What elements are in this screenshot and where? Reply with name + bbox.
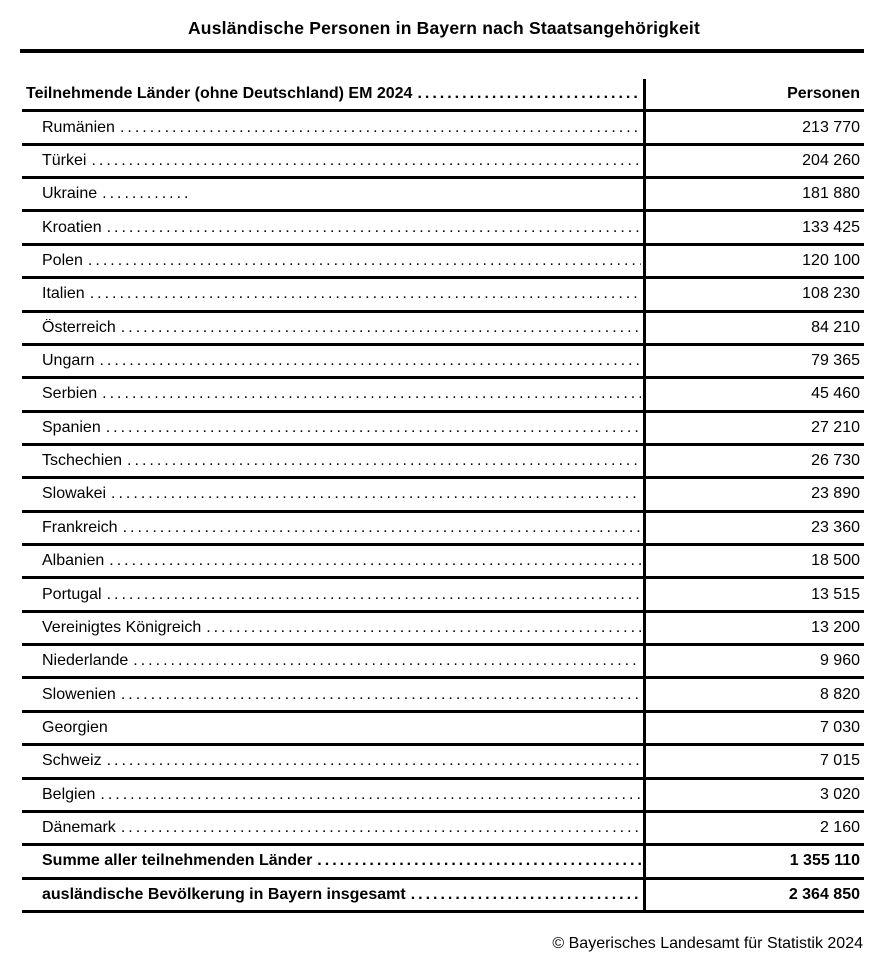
row-value: 79 365 xyxy=(811,352,860,370)
row-label-cell xyxy=(22,346,646,376)
row-value: 204 260 xyxy=(802,151,860,169)
table-row xyxy=(22,713,864,746)
row-value: 18 500 xyxy=(811,552,860,570)
row-label-cell xyxy=(22,513,646,543)
table-row xyxy=(22,813,864,846)
data-table xyxy=(22,79,864,913)
table-row xyxy=(22,846,864,879)
table-row xyxy=(22,112,864,145)
page-title: Ausländische Personen in Bayern nach Staatsangehörigkeit xyxy=(187,18,701,38)
header-leader-dots xyxy=(417,85,641,103)
row-label: Belgien xyxy=(42,785,96,803)
row-leader-dots xyxy=(107,586,641,604)
row-label: Frankreich xyxy=(42,518,118,536)
table-row xyxy=(22,446,864,479)
row-value: 13 515 xyxy=(811,585,860,603)
table-row xyxy=(22,146,864,179)
row-leader-dots xyxy=(99,352,641,370)
row-label-cell xyxy=(22,880,646,910)
row-label: Polen xyxy=(42,251,83,269)
row-leader-dots xyxy=(106,419,641,437)
row-leader-dots xyxy=(411,886,641,904)
table-row xyxy=(22,746,864,779)
table-row xyxy=(22,179,864,212)
table-row xyxy=(22,212,864,245)
table-row xyxy=(22,780,864,813)
row-value: 108 230 xyxy=(802,285,860,303)
row-leader-dots xyxy=(91,152,641,170)
row-label: Kroatien xyxy=(42,218,102,236)
row-label: Spanien xyxy=(42,418,101,436)
row-leader-dots xyxy=(88,252,641,270)
row-leader-dots xyxy=(127,452,641,470)
row-label-cell xyxy=(22,179,646,209)
row-label-cell xyxy=(22,279,646,309)
row-leader-dots xyxy=(121,686,641,704)
row-value: 120 100 xyxy=(802,251,860,269)
row-label: Slowenien xyxy=(42,685,116,703)
row-label-cell xyxy=(22,413,646,443)
table-row xyxy=(22,379,864,412)
row-label: Österreich xyxy=(42,318,116,336)
row-label: Türkei xyxy=(42,151,87,169)
row-label-cell xyxy=(22,446,646,476)
row-label: Dänemark xyxy=(42,819,116,837)
row-label: Vereinigtes Königreich xyxy=(42,618,202,636)
row-value: 133 425 xyxy=(802,218,860,236)
row-leader-dots xyxy=(121,819,641,837)
row-label: Niederlande xyxy=(42,652,129,670)
row-label: Ungarn xyxy=(42,352,95,370)
row-value: 8 820 xyxy=(819,685,860,703)
row-leader-dots xyxy=(121,319,641,337)
title-rule xyxy=(20,49,864,53)
row-value: 2 160 xyxy=(819,819,860,837)
row-value: 23 360 xyxy=(811,518,860,536)
table-row xyxy=(22,613,864,646)
row-label: Summe aller teilnehmenden Länder xyxy=(42,852,313,870)
row-leader-dots xyxy=(133,652,641,670)
row-label-cell xyxy=(22,146,646,176)
row-value: 213 770 xyxy=(802,118,860,136)
row-label: Portugal xyxy=(42,585,102,603)
row-leader-dots xyxy=(111,485,641,503)
row-label: Albanien xyxy=(42,552,105,570)
row-label-cell xyxy=(22,212,646,242)
table-row xyxy=(22,646,864,679)
row-label: Serbien xyxy=(42,385,98,403)
row-label-cell xyxy=(22,846,646,876)
row-leader-dots xyxy=(120,119,641,137)
row-label: Slowakei xyxy=(42,485,107,503)
copyright-note: © Bayerisches Landesamt für Statistik 2024 xyxy=(552,934,863,952)
table-row xyxy=(22,546,864,579)
row-value: 26 730 xyxy=(811,452,860,470)
row-value: 2 364 850 xyxy=(788,885,860,903)
row-label: ausländische Bevölkerung in Bayern insgesamt xyxy=(42,885,406,903)
table-row xyxy=(22,246,864,279)
row-leader-dots xyxy=(107,219,641,237)
row-value: 27 210 xyxy=(811,418,860,436)
table-row xyxy=(22,279,864,312)
row-label-cell xyxy=(22,646,646,676)
row-label-cell xyxy=(22,813,646,843)
row-label-cell xyxy=(22,579,646,609)
row-label-cell xyxy=(22,246,646,276)
row-leader-dots xyxy=(109,552,641,570)
row-leader-dots xyxy=(107,752,641,770)
table-body xyxy=(22,112,864,913)
header-label: Teilnehmende Länder (ohne Deutschland) EM 2024 xyxy=(26,85,413,103)
table-row xyxy=(22,880,864,913)
row-value: 1 355 110 xyxy=(789,852,860,870)
row-value: 45 460 xyxy=(811,385,860,403)
table-row xyxy=(22,679,864,712)
row-label-cell xyxy=(22,479,646,509)
row-leader-dots xyxy=(123,519,641,537)
table-row xyxy=(22,413,864,446)
row-value: 7 030 xyxy=(819,719,860,736)
header-label-cell xyxy=(22,79,646,109)
row-label: Italien xyxy=(42,285,85,303)
table-row xyxy=(22,579,864,612)
row-label: Ukraine xyxy=(42,185,98,203)
row-label-cell xyxy=(22,679,646,709)
row-leader-dots xyxy=(100,786,641,804)
column-header-personen: Personen xyxy=(787,85,860,103)
row-label-cell xyxy=(22,313,646,343)
table-row xyxy=(22,479,864,512)
table-row xyxy=(22,513,864,546)
row-label-cell xyxy=(22,546,646,576)
row-value: 23 890 xyxy=(811,485,860,503)
row-label: Schweiz xyxy=(42,752,102,770)
row-label-cell xyxy=(22,780,646,810)
row-label-cell xyxy=(22,713,646,743)
row-value: 84 210 xyxy=(811,318,860,336)
row-label-cell xyxy=(22,746,646,776)
row-label: Tschechien xyxy=(42,452,123,470)
row-leader-dots xyxy=(317,852,641,870)
row-leader-dots-short: ............ xyxy=(102,185,192,203)
row-leader-dots xyxy=(206,619,641,637)
row-leader-dots xyxy=(102,385,641,403)
row-value: 7 015 xyxy=(819,752,860,770)
row-label-cell xyxy=(22,613,646,643)
row-value: 3 020 xyxy=(819,785,860,803)
table-row xyxy=(22,313,864,346)
row-label: Georgien xyxy=(42,719,108,736)
row-label: Rumänien xyxy=(42,118,115,136)
row-value: 181 880 xyxy=(802,185,860,203)
row-label-cell xyxy=(22,379,646,409)
table-header-row xyxy=(22,79,864,112)
row-leader-dots xyxy=(90,285,641,303)
row-value: 13 200 xyxy=(811,618,860,636)
table-row xyxy=(22,346,864,379)
row-value: 9 960 xyxy=(819,652,860,670)
row-label-cell xyxy=(22,112,646,142)
